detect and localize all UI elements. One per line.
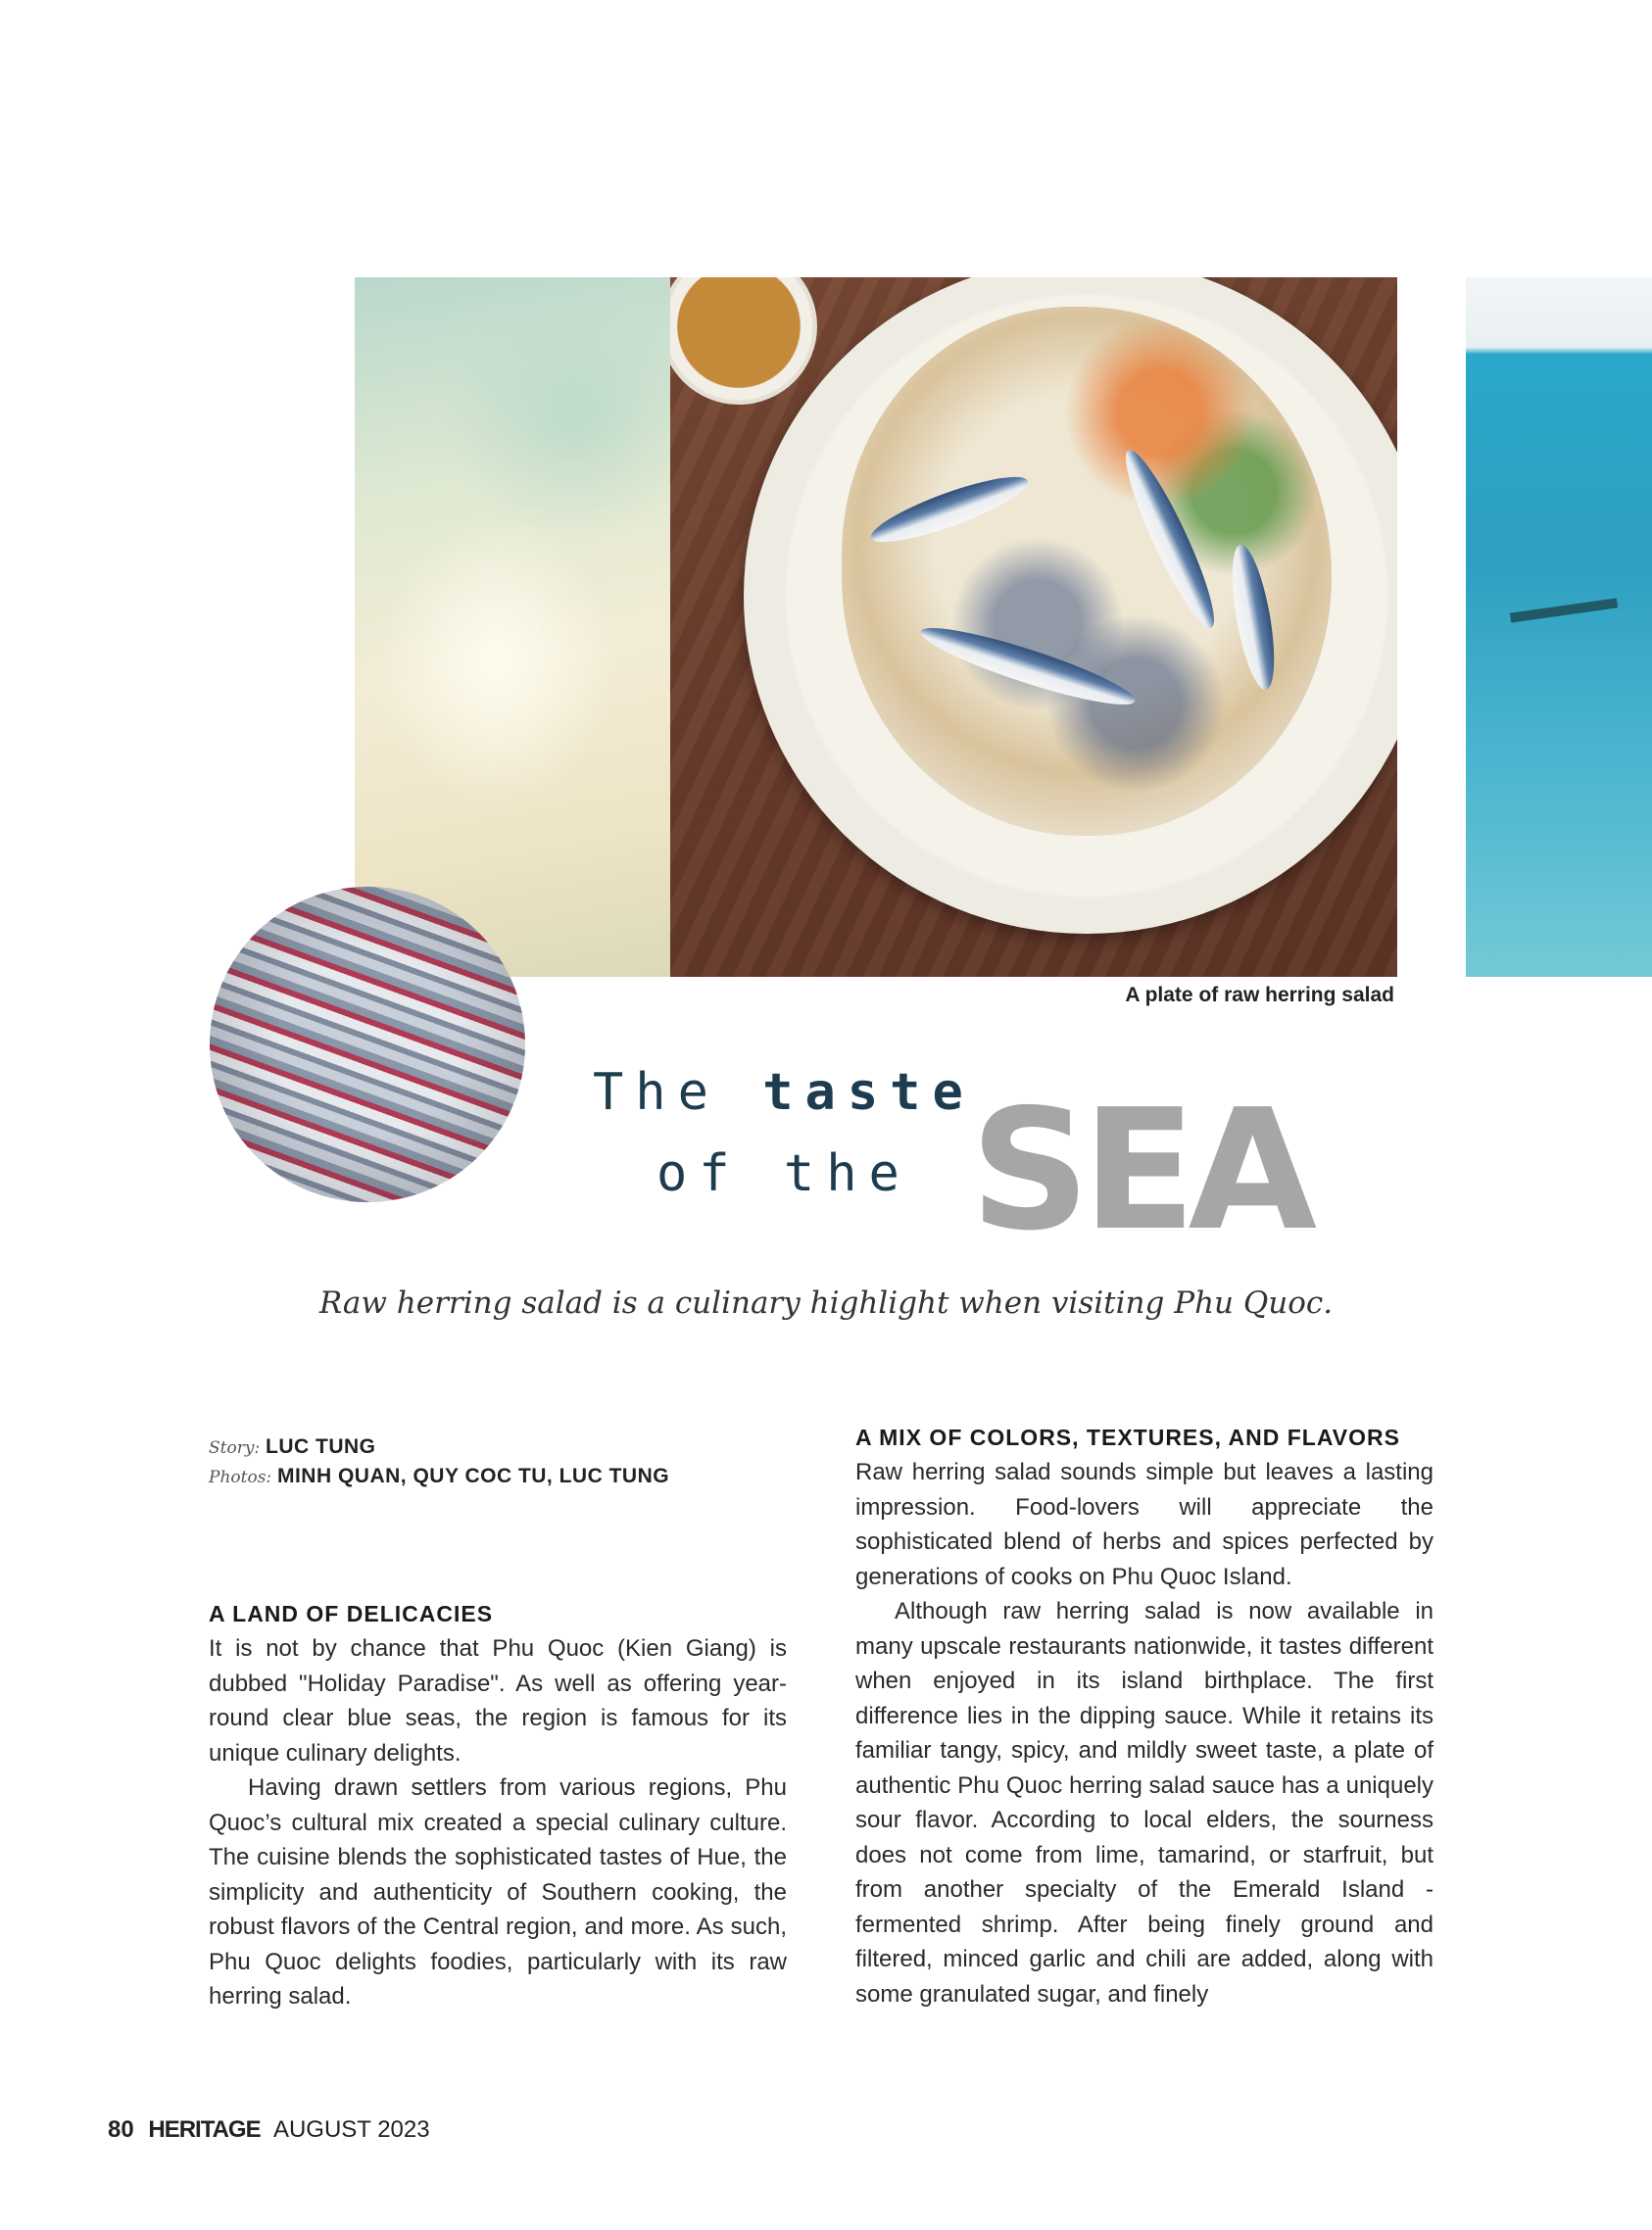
magazine-name: HERITAGE [148, 2116, 261, 2143]
issue-date: AUGUST 2023 [272, 2116, 430, 2143]
right-column [855, 1421, 1433, 2012]
story-label: Story: [209, 1438, 261, 1458]
sea-photo [1466, 277, 1652, 977]
aerial-beach-photo [355, 277, 670, 977]
title-sea: SEA [970, 1074, 1310, 1268]
body-paragraph: It is not by chance that Phu Quoc (Kien Giang) is dubbed "Holiday Paradise". As well as offering year-round clear blue seas, the region is famous for its unique culinary delights. [209, 1635, 787, 1767]
left-column [209, 1597, 787, 2014]
lede: Raw herring salad is a culinary highlight when visiting Phu Quoc. [318, 1285, 1334, 1321]
story-author: LUC TUNG [266, 1435, 376, 1458]
section-heading: A MIX OF COLORS, TEXTURES, AND FLAVORS [855, 1425, 1400, 1450]
body-paragraph: Although raw herring salad is now available in many upscale restaurants nationwide, it tastes different when enjoyed in its island birthplace. The first difference lies in the dipping sauce. While it retains its familiar tangy, spicy, and mildly sweet taste, a plate of authentic Phu Quoc herring salad sauce has a uniquely sour flavor. According to local elders, the sourness does not come from lime, tamarind, or starfruit, but from another specialty of the Emerald Island - fermented shrimp. After being finely ground and filtered, minced garlic and chili are added, along with some granulated sugar, and finely [855, 1598, 1433, 2008]
body-paragraph: Having drawn settlers from various regions, Phu Quoc’s cultural mix created a special culinary culture. The cuisine blends the sophisticated tastes of Hue, the simplicity and authenticity of Southern cooking, the robust flavors of the Central region, and more. As such, Phu Quoc delights foodies, particularly with its raw herring salad. [209, 1774, 787, 2010]
title-line-1 [593, 1063, 975, 1122]
page-footer [108, 2116, 430, 2144]
photo-caption: A plate of raw herring salad [1125, 984, 1394, 1006]
page-number: 80 [108, 2116, 134, 2143]
raw-herring-circle-photo [210, 887, 525, 1202]
story-credit [209, 1435, 376, 1459]
body-paragraph: Raw herring salad sounds simple but leaves a lasting impression. Food-lovers will appreciate the sophisticated blend of herbs and spices perfected by generations of cooks on Phu Quoc Island. [855, 1459, 1433, 1590]
photos-authors: MINH QUAN, QUY COC TU, LUC TUNG [276, 1465, 670, 1487]
title-word-taste: taste [762, 1063, 975, 1122]
photos-label: Photos: [209, 1468, 272, 1487]
title-word-the: The [593, 1063, 763, 1122]
title-line-2: of the [656, 1144, 911, 1203]
photos-credit [209, 1465, 669, 1488]
herring-salad-photo [670, 277, 1397, 977]
section-heading: A LAND OF DELICACIES [209, 1601, 494, 1626]
